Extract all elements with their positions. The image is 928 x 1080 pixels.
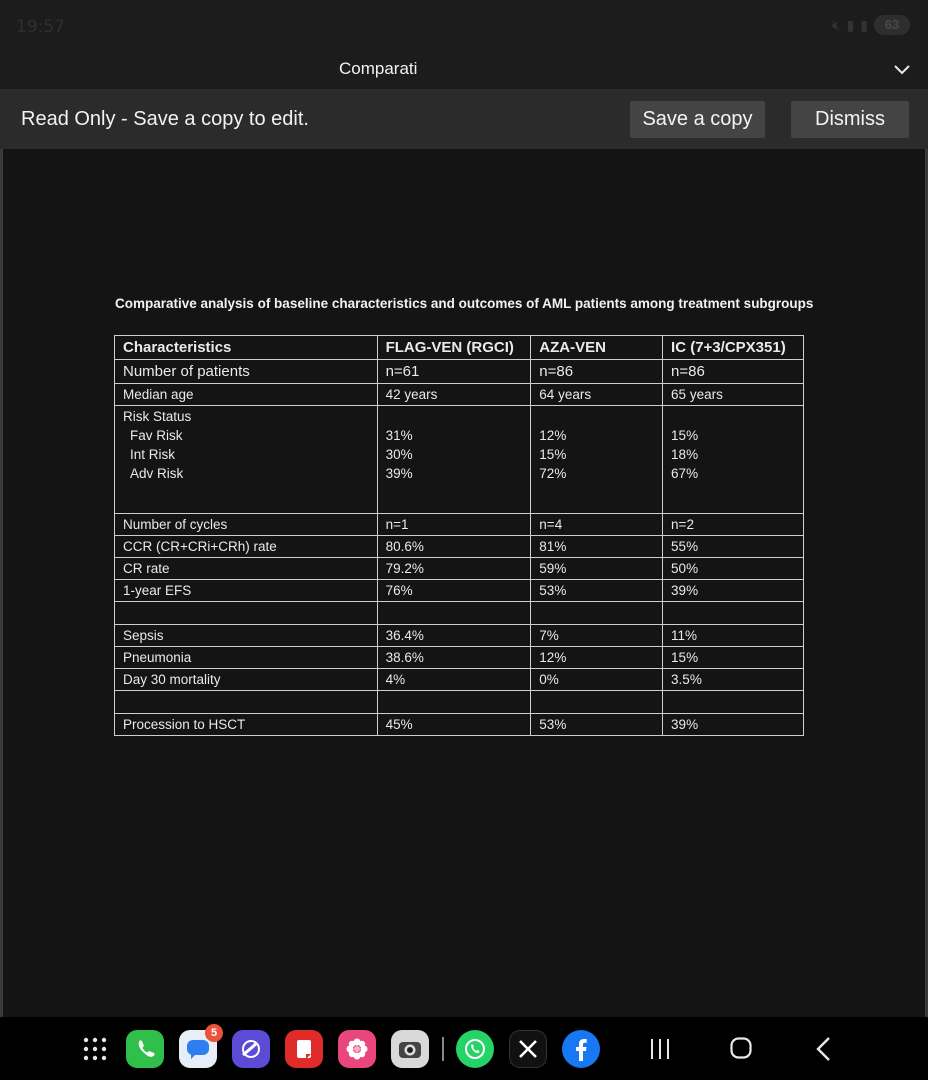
- row-label: 1-year EFS: [115, 580, 378, 602]
- row-label: Number of cycles: [115, 514, 378, 536]
- cell: 38.6%: [377, 647, 531, 669]
- read-only-banner: [0, 89, 928, 149]
- chevron-down-icon[interactable]: [892, 60, 912, 80]
- cell: 11%: [663, 625, 804, 647]
- cell: 65 years: [663, 384, 804, 406]
- status-time: 19:57: [16, 17, 65, 37]
- cell: 76%: [377, 580, 531, 602]
- risk-sub-label: Fav Risk: [130, 428, 183, 443]
- mute-icon: 🔇︎: [831, 16, 841, 33]
- row-label: CR rate: [115, 558, 378, 580]
- risk-value: 31%: [385, 428, 413, 443]
- cell: 81%: [531, 536, 663, 558]
- dock-divider: [442, 1037, 444, 1061]
- app-drawer-icon[interactable]: [83, 1037, 107, 1061]
- dismiss-button[interactable]: Dismiss: [791, 101, 909, 138]
- cell: 3.5%: [663, 669, 804, 691]
- cell: 55%: [663, 536, 804, 558]
- table-row: [115, 669, 804, 691]
- cell: n=86: [531, 360, 663, 384]
- cell: 7%: [531, 625, 663, 647]
- risk-value: 15%: [671, 428, 699, 443]
- status-bar: [0, 0, 928, 52]
- risk-value: 12%: [539, 428, 567, 443]
- cell: 53%: [531, 580, 663, 602]
- header-characteristics: Characteristics: [115, 336, 378, 360]
- status-icons: [832, 15, 910, 35]
- battery-icon: 63: [874, 15, 910, 35]
- phone-app-icon[interactable]: [126, 1030, 164, 1068]
- cell: [531, 406, 663, 514]
- header-aza-ven: AZA-VEN: [531, 336, 663, 360]
- back-icon[interactable]: [814, 1036, 834, 1062]
- header-flag-ven: FLAG-VEN (RGCI): [377, 336, 531, 360]
- row-label: Sepsis: [115, 625, 378, 647]
- risk-value: 72%: [539, 466, 567, 481]
- table-header-row: [115, 336, 804, 360]
- document-title[interactable]: Comparati: [339, 59, 418, 78]
- browser-app-icon[interactable]: [232, 1030, 270, 1068]
- whatsapp-app-icon[interactable]: [456, 1030, 494, 1068]
- x-app-icon[interactable]: [509, 1030, 547, 1068]
- table-row: [115, 360, 804, 384]
- table-row: [115, 384, 804, 406]
- cell: n=1: [377, 514, 531, 536]
- row-label: Procession to HSCT: [115, 714, 378, 736]
- risk-sub-label: Int Risk: [130, 447, 176, 462]
- cell: 53%: [531, 714, 663, 736]
- comparison-table: [114, 335, 804, 736]
- wifi-icon: ▮: [860, 16, 868, 33]
- risk-value: 67%: [671, 466, 699, 481]
- cell: n=61: [377, 360, 531, 384]
- risk-value: 30%: [385, 447, 413, 462]
- home-icon[interactable]: [729, 1036, 753, 1060]
- cell: 80.6%: [377, 536, 531, 558]
- save-copy-button[interactable]: Save a copy: [630, 101, 765, 138]
- table-row: [115, 514, 804, 536]
- cell: 4%: [377, 669, 531, 691]
- table-row: [115, 625, 804, 647]
- cell: 0%: [531, 669, 663, 691]
- row-label: Median age: [115, 384, 378, 406]
- row-label: CCR (CR+CRi+CRh) rate: [115, 536, 378, 558]
- row-label: Day 30 mortality: [115, 669, 378, 691]
- title-bar: [0, 52, 928, 89]
- table-row: [115, 714, 804, 736]
- row-label: Risk Status: [123, 409, 192, 424]
- cell: n=2: [663, 514, 804, 536]
- table-row: [115, 580, 804, 602]
- table-row: [115, 647, 804, 669]
- notes-app-icon[interactable]: [285, 1030, 323, 1068]
- cell: 45%: [377, 714, 531, 736]
- row-label: Number of patients: [115, 360, 378, 384]
- risk-value: 15%: [539, 447, 567, 462]
- cell: 42 years: [377, 384, 531, 406]
- cell: n=86: [663, 360, 804, 384]
- table-row: [115, 558, 804, 580]
- signal-icon: ▮: [846, 16, 855, 33]
- recent-apps-icon[interactable]: [648, 1037, 672, 1061]
- gallery-app-icon[interactable]: [338, 1030, 376, 1068]
- cell: 59%: [531, 558, 663, 580]
- cell: 15%: [663, 647, 804, 669]
- table-spacer-row: [115, 602, 804, 625]
- read-only-message: Read Only - Save a copy to edit.: [21, 108, 309, 130]
- risk-sub-label: Adv Risk: [130, 466, 184, 481]
- cell: 12%: [531, 647, 663, 669]
- cell: 36.4%: [377, 625, 531, 647]
- header-ic: IC (7+3/CPX351): [663, 336, 804, 360]
- cell: 50%: [663, 558, 804, 580]
- table-spacer-row: [115, 691, 804, 714]
- row-label: Pneumonia: [115, 647, 378, 669]
- facebook-app-icon[interactable]: [562, 1030, 600, 1068]
- messages-badge: 5: [205, 1024, 223, 1042]
- cell: [663, 406, 804, 514]
- messages-app-icon[interactable]: [179, 1027, 218, 1068]
- risk-value: 18%: [671, 447, 699, 462]
- page-edge-left: [0, 149, 3, 1017]
- cell: n=4: [531, 514, 663, 536]
- camera-app-icon[interactable]: [391, 1030, 429, 1068]
- table-row-risk: [115, 406, 804, 514]
- cell: [377, 406, 531, 514]
- cell: 79.2%: [377, 558, 531, 580]
- risk-value: 39%: [385, 466, 413, 481]
- risk-label-cell: [115, 406, 378, 514]
- cell: 39%: [663, 714, 804, 736]
- table-caption: Comparative analysis of baseline characteristics and outcomes of AML patients among treatment subgroups: [115, 296, 814, 311]
- cell: 39%: [663, 580, 804, 602]
- cell: 64 years: [531, 384, 663, 406]
- navigation-bar: [0, 1017, 928, 1080]
- table-row: [115, 536, 804, 558]
